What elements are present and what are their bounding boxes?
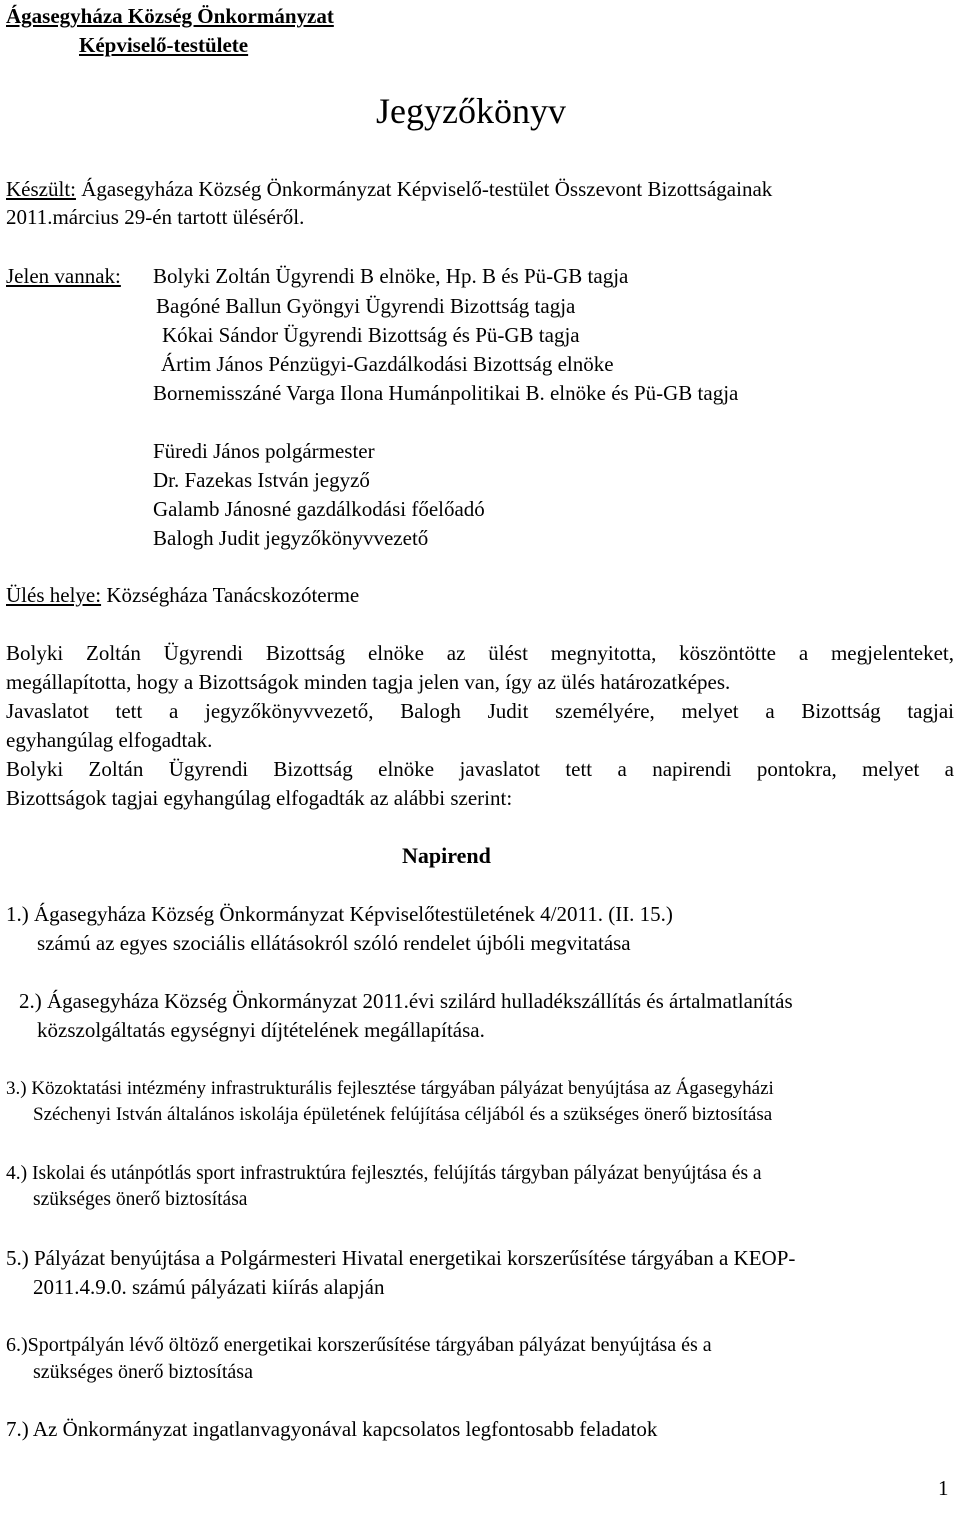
agenda-item-6-line-1: 6.)Sportpályán lévő öltöző energetikai korszerűsítése tárgyában pályázat benyújtása és a [6, 1334, 712, 1356]
ules-helye-text: Községháza Tanácskozóterme [101, 583, 360, 607]
agenda-item-1-line-1: 1.) Ágasegyháza Község Önkormányzat Képviselőtestületének 4/2011. (II. 15.) [6, 902, 673, 926]
body-line-4: egyhangúlag elfogadtak. [6, 728, 213, 752]
agenda-item-4-line-2: szükséges önerő biztosítása [33, 1189, 248, 1210]
body-line-3: Javaslatot tett a jegyzőkönyvvezető, Balogh Judit személyére, melyet a Bizottság tagjai [6, 699, 954, 723]
agenda-item-7-line-1: 7.) Az Önkormányzat ingatlanvagyonával kapcsolatos legfontosabb feladatok [6, 1417, 658, 1441]
guest-1: Füredi János polgármester [153, 439, 375, 463]
body-line-2: megállapította, hogy a Bizottságok minden tagja jelen van, így az ülés határozatképes. [6, 670, 731, 694]
body-line-5: Bolyki Zoltán Ügyrendi Bizottság elnöke javaslatot tett a napirendi pontokra, melyet a [6, 757, 954, 781]
body-line-1: Bolyki Zoltán Ügyrendi Bizottság elnöke az ülést megnyitotta, köszöntötte a megjelenteket, [6, 641, 954, 665]
organization-body [79, 31, 248, 59]
agenda-item-4-line-1: 4.) Iskolai és utánpótlás sport infrastruktúra fejlesztés, felújítás tárgyban pályázat benyújtása és a [6, 1163, 762, 1184]
agenda-item-2-line-2: közszolgáltatás egységnyi díjtételének megállapítása. [37, 1018, 485, 1042]
page-number: 1 [938, 1476, 949, 1500]
ules-helye-line [6, 581, 359, 609]
agenda-item-5-line-1: 5.) Pályázat benyújtása a Polgármesteri Hivatal energetikai korszerűsítése tárgyában a KEOP- [6, 1246, 796, 1270]
attendee-2: Bagóné Ballun Gyöngyi Ügyrendi Bizottság tagja [156, 294, 576, 318]
guest-4: Balogh Judit jegyzőkönyvvezető [153, 526, 429, 550]
body-line-6: Bizottságok tagjai egyhangúlag elfogadták az alábbi szerint: [6, 786, 513, 810]
attendee-1: Bolyki Zoltán Ügyrendi B elnöke, Hp. B és Pü-GB tagja [153, 264, 629, 288]
organization-line-1: Ágasegyháza Község Önkormányzat [6, 4, 334, 28]
keszult-line-2: 2011.március 29-én tartott üléséről. [6, 205, 305, 229]
agenda-item-1-line-2: számú az egyes szociális ellátásokról szóló rendelet újbóli megvitatása [37, 931, 631, 955]
agenda-item-5-line-2: 2011.4.9.0. számú pályázati kiírás alapján [33, 1275, 385, 1299]
organization-name [6, 2, 334, 30]
attendee-5: Bornemisszáné Varga Ilona Humánpolitikai B. elnöke és Pü-GB tagja [153, 381, 739, 405]
keszult-text: Ágasegyháza Község Önkormányzat Képviselő-testület Összevont Bizottságainak [75, 177, 773, 201]
attendee-4: Ártim János Pénzügyi-Gazdálkodási Bizottság elnöke [161, 352, 614, 376]
agenda-item-3-line-1: 3.) Közoktatási intézmény infrastrukturális fejlesztése tárgyában pályázat benyújtása az Ágasegyházi [6, 1078, 774, 1099]
jelen-vannak-label: Jelen vannak: [6, 264, 121, 288]
agenda-item-3-line-2: Széchenyi István általános iskolája épületének felújítása céljából és a szükséges önerő biztosítása [33, 1104, 773, 1125]
napirend-heading: Napirend [402, 843, 491, 868]
jelen-label [6, 262, 121, 290]
keszult-line [6, 175, 772, 203]
document-title: Jegyzőkönyv [376, 91, 566, 131]
organization-line-2: Képviselő-testülete [79, 33, 249, 57]
keszult-label: Készült: [6, 177, 76, 201]
guest-3: Galamb Jánosné gazdálkodási főelőadó [153, 497, 485, 521]
guest-2: Dr. Fazekas István jegyző [153, 468, 370, 492]
attendee-3: Kókai Sándor Ügyrendi Bizottság és Pü-GB tagja [162, 323, 580, 347]
agenda-item-6-line-2: szükséges önerő biztosítása [33, 1361, 253, 1383]
agenda-item-2-line-1: 2.) Ágasegyháza Község Önkormányzat 2011.évi szilárd hulladékszállítás és ártalmatlanítás [19, 989, 793, 1013]
ules-helye-label: Ülés helye: [6, 583, 102, 607]
